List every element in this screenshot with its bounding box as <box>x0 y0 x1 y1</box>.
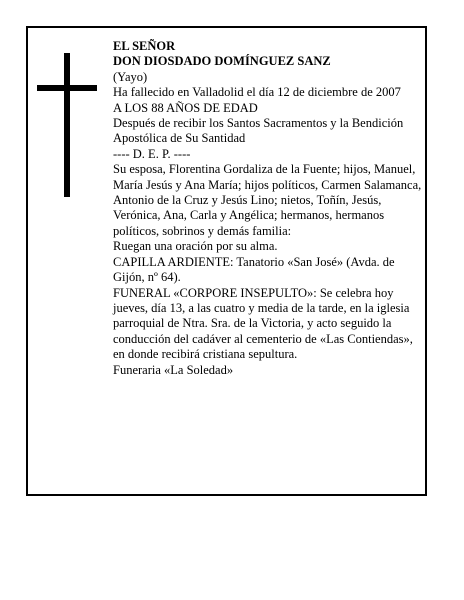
prayer-line: Ruegan una oración por su alma. <box>113 239 278 254</box>
cross-icon <box>37 53 97 197</box>
sacraments-line: Después de recibir los Santos Sacramentos y la Bendición Apostólica de Su Santidad <box>113 116 404 146</box>
cross-vertical-bar <box>64 53 70 197</box>
funeral-home-line: Funeraria «La Soledad» <box>113 362 234 377</box>
dep-line: ---- D. E. P. ---- <box>113 146 191 161</box>
title-line-1: EL SEÑOR <box>113 39 176 53</box>
death-info: Ha fallecido en Valladolid el día 12 de diciembre de 2007 <box>113 85 401 100</box>
obituary-text <box>113 39 426 378</box>
family-paragraph: Su esposa, Florentina Gordaliza de la Fuente; hijos, Manuel, María Jesús y Ana María; hijos políticos, Carmen Salamanca, Antonio de la Cruz y Jesús Lino; nietos, Toñín, Jesús, Verónica, Ana, Carla y Angélica; hermanos, hermanos políticos, sobrinos y demás familia: <box>113 162 422 238</box>
deceased-name: DON DIOSDADO DOMÍNGUEZ SANZ <box>113 54 331 69</box>
age-line: A LOS 88 AÑOS DE EDAD <box>113 100 258 115</box>
cross-horizontal-bar <box>37 85 97 91</box>
chapel-line: CAPILLA ARDIENTE: Tanatorio «San José» (Avda. de Gijón, nº 64). <box>113 254 395 285</box>
nickname: (Yayo) <box>113 69 148 84</box>
funeral-paragraph: FUNERAL «CORPORE INSEPULTO»: Se celebra hoy jueves, día 13, a las cuatro y media de la tarde, en la iglesia parroquial de Ntra. Sra. de la Victoria, y acto seguido la conducción del cadáver al cementerio de «Las Contiendas», en donde recibirá cristiana sepultura. <box>113 285 413 362</box>
